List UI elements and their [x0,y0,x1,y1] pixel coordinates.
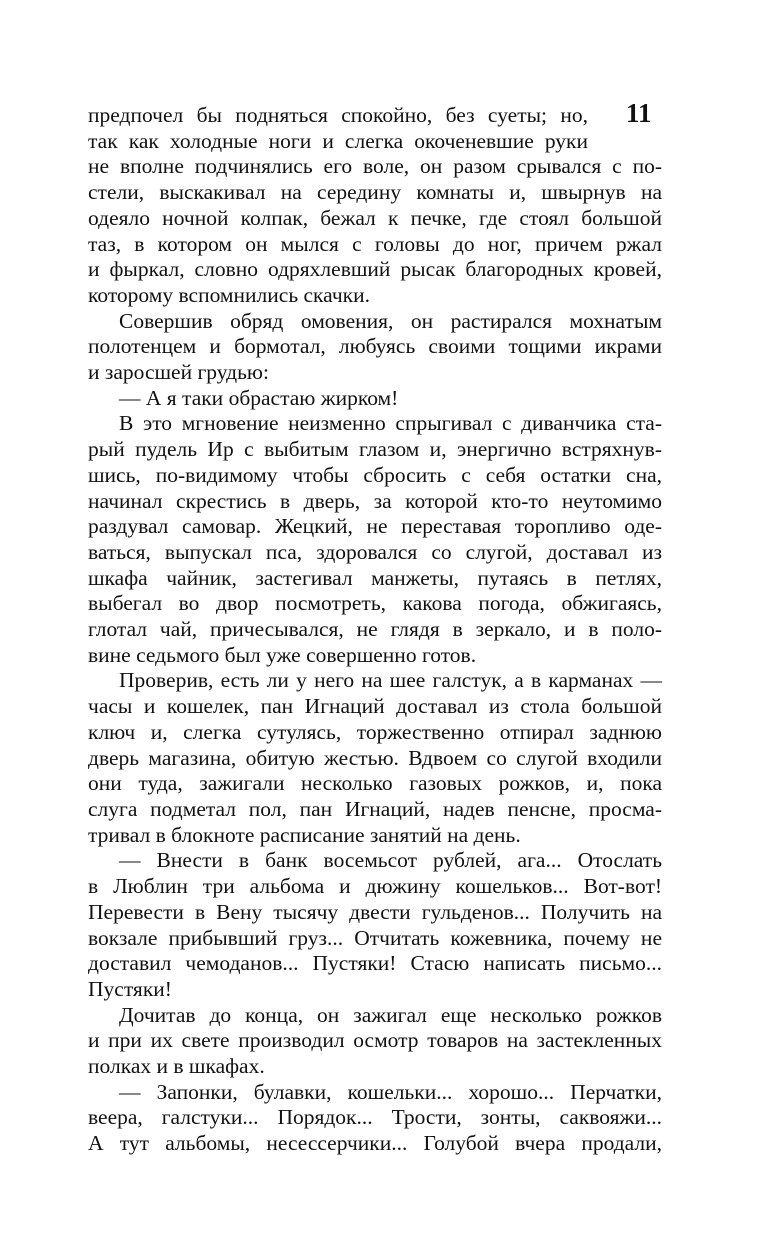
text-line: шкафа чайник, застегивал манжеты, путаясь в петлях, [88,565,662,590]
text-line: они туда, зажигали несколько газовых рожков, и, пока [88,771,662,796]
text-line: стели, выскакивал на середину комнаты и, швырнув на [88,180,662,205]
text-line: Перевести в Вену тысячу двести гульденов... Получить на [88,899,662,924]
text-line: раздувал самовар. Жецкий, не переставая торопливо оде- [88,514,662,539]
text-line: и заросшей грудью: [88,360,269,385]
text-line: веера, галстуки... Порядок... Трости, зонты, саквояжи... [88,1105,662,1130]
text-line: Совершив обряд омовения, он растирался мохнатым [119,308,662,333]
text-line: полотенцем и бормотал, любуясь своими тощими икрами [88,334,662,359]
text-line: тривал в блокноте расписание занятий на день. [88,822,521,847]
text-line: и фыркал, словно одряхлевший рысак благородных кровей, [88,257,662,282]
page-number: 11 [626,98,652,128]
text-line: доставил чемоданов... Пустяки! Стасю написать письмо... [88,951,662,976]
text-line: — А я таки обрастаю жирком! [119,385,399,410]
text-line: одеяло ночной колпак, бежал к печке, где стоял большой [88,205,662,230]
text-line: глотал чай, причесывался, не глядя в зеркало, и в поло- [88,617,662,642]
text-line: рый пудель Ир с выбитым глазом и, энергично встряхнув- [88,437,662,462]
text-line: слуга подметал пол, пан Игнаций, надев пенсне, просма- [88,796,662,821]
text-line: — Внести в банк восемьсот рублей, ага... Отослать [119,848,662,873]
text-line: которому вспомнились скачки. [88,282,370,307]
text-line: ключ и, слегка сутулясь, торжественно отпирал заднюю [88,719,662,744]
text-line: дверь магазина, обитую жестью. Вдвоем со слугой входили [88,745,662,770]
text-line: Пустяки! [88,976,172,1001]
text-line: А тут альбомы, несессерчики... Голубой вчера продали, [88,1131,662,1156]
text-line: вине седьмого был уже совершенно готов. [88,642,477,667]
text-line: Дочитав до конца, он зажигал еще несколько рожков [119,1002,662,1027]
text-line: начинал скрестись в дверь, за которой кто-то неутомимо [88,488,662,513]
text-line: Проверив, есть ли у него на шее галстук, а в карманах — [119,668,662,693]
text-line: не вполне подчинялись его воле, он разом срывался с по- [88,154,662,179]
text-line: выбегал во двор посмотреть, какова погода, обжигаясь, [88,591,662,616]
text-line: и при их свете производил осмотр товаров на застекленных [88,1028,662,1053]
text-line: предпочел бы подняться спокойно, без суеты; но, [88,103,588,127]
text-line: ваться, выпускал пса, здоровался со слугой, доставал из [88,539,662,564]
text-line: — Запонки, булавки, кошельки... хорошо... Перчатки, [119,1079,662,1104]
text-line: В это мгновение неизменно спрыгивал с диванчика ста- [119,411,662,436]
text-line: шись, по-видимому чтобы сбросить с себя остатки сна, [88,462,662,487]
text-line: часы и кошелек, пан Игнаций доставал из стола большой [88,694,662,719]
text-line: вокзале прибывший груз... Отчитать кожевника, почему не [88,925,662,950]
body-text [88,103,662,1157]
text-line: таз, в котором он мылся с головы до ног, причем ржал [88,231,662,256]
text-line: в Люблин три альбома и дюжину кошельков... Вот-вот! [88,874,662,899]
text-line: полках и в шкафах. [88,1054,265,1079]
text-line: так как холодные ноги и слегка окоченевшие руки [88,128,588,153]
